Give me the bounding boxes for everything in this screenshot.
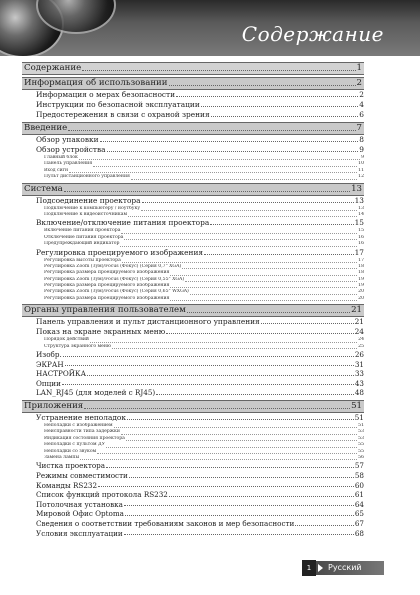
toc-entry-title: Порядок действий bbox=[44, 337, 89, 343]
toc-entry-title: Неполадки с пультом ДУ bbox=[44, 442, 106, 448]
toc-entry-title: НАСТРОЙКА bbox=[36, 369, 87, 379]
toc-page-number: 67 bbox=[354, 518, 364, 528]
toc-entry-title: Панель управления bbox=[44, 161, 93, 167]
toc-page-number: 10 bbox=[358, 161, 364, 167]
dot-leader bbox=[170, 274, 357, 276]
toc-entry-row[interactable] bbox=[22, 379, 364, 389]
toc-entry-title: Режимы совместимости bbox=[36, 470, 128, 480]
arrow-icon bbox=[318, 564, 323, 572]
toc-page-number: 64 bbox=[354, 499, 364, 509]
toc-entry-title: Отключение питания проектора bbox=[44, 234, 124, 240]
toc-page-number: 9 bbox=[359, 145, 364, 154]
toc-page-number: 2 bbox=[359, 90, 364, 99]
toc-page-number: 20 bbox=[358, 289, 364, 295]
dot-leader bbox=[190, 293, 357, 295]
toc-entry-title: ЭКРАН bbox=[36, 359, 64, 369]
toc-entry-title: Пульт дистанционного управления bbox=[44, 174, 130, 180]
toc-entry-title: Регулировка Zoom (Зум)/Focus (Фокус) (Серия 0,7" XGA) bbox=[44, 263, 182, 269]
toc-entry-title: Неполадки с изображением bbox=[44, 423, 113, 428]
toc-page-number: 7 bbox=[356, 123, 362, 133]
toc-entry-row[interactable] bbox=[22, 360, 364, 370]
dot-leader bbox=[68, 129, 355, 131]
toc-page-number: 21 bbox=[354, 317, 364, 327]
page-header bbox=[0, 0, 420, 56]
toc-chapter-row[interactable] bbox=[22, 183, 364, 196]
dot-leader bbox=[97, 452, 357, 454]
dot-leader bbox=[122, 261, 357, 263]
toc-entry-row[interactable] bbox=[22, 490, 364, 500]
dot-leader bbox=[112, 347, 357, 349]
toc-entry-row[interactable] bbox=[22, 90, 364, 100]
dot-leader bbox=[80, 458, 357, 460]
toc-page-number: 13 bbox=[354, 195, 364, 205]
toc-entry-title: LAN_RJ45 (для моделей с RJ45) bbox=[36, 388, 156, 398]
toc-entry-title: Вход сигн bbox=[44, 167, 69, 173]
dot-leader bbox=[126, 439, 357, 441]
toc-page-number: 53 bbox=[358, 435, 364, 441]
toc-entry-title: Подключение к компьютеру / ноутбуку bbox=[44, 205, 141, 211]
toc-page-number: 12 bbox=[358, 174, 364, 180]
toc-entry-row[interactable] bbox=[22, 317, 364, 327]
toc-entry-row[interactable] bbox=[22, 218, 364, 228]
toc-page-number: 51 bbox=[358, 423, 364, 428]
dot-leader bbox=[295, 524, 354, 526]
toc-page-number: 48 bbox=[354, 388, 364, 398]
toc-entry-title: Главный блок bbox=[44, 155, 78, 160]
toc-page-number: 14 bbox=[358, 211, 364, 217]
toc-entry-title: Обзор устройства bbox=[36, 145, 106, 154]
toc-entry-row[interactable] bbox=[22, 350, 364, 360]
dot-leader bbox=[185, 280, 357, 282]
toc-entry-title: Включение питания проектора bbox=[44, 228, 121, 234]
toc-page-number: 55 bbox=[358, 448, 364, 454]
toc-entry-title: Приложения bbox=[24, 401, 84, 411]
toc-chapter-row[interactable] bbox=[22, 400, 364, 413]
toc-page-number: 51 bbox=[351, 401, 362, 411]
toc-page-number: 19 bbox=[358, 283, 364, 289]
toc-entry-title: Замена лампы bbox=[44, 454, 80, 460]
toc-entry-title: Условия эксплуатации bbox=[36, 528, 123, 538]
toc-chapter-row[interactable] bbox=[22, 77, 364, 90]
dot-leader bbox=[124, 504, 354, 506]
toc-page-number: 20 bbox=[358, 295, 364, 301]
toc-entry-row[interactable] bbox=[22, 100, 364, 110]
dot-leader bbox=[120, 245, 357, 247]
toc-page-number: 15 bbox=[354, 218, 364, 228]
toc-page-number: 24 bbox=[358, 337, 364, 343]
toc-entry-row[interactable] bbox=[22, 145, 364, 155]
toc-page-number: 43 bbox=[354, 378, 364, 388]
toc-page-number: 6 bbox=[359, 110, 364, 119]
dot-leader bbox=[79, 158, 360, 160]
toc-entry-title: Чистка проектора bbox=[36, 461, 106, 471]
toc-page-number: 58 bbox=[354, 470, 364, 480]
toc-entry-row[interactable] bbox=[22, 471, 364, 481]
toc-page-number: 16 bbox=[358, 241, 364, 247]
toc-entry-row[interactable] bbox=[22, 529, 364, 539]
dot-leader bbox=[170, 299, 357, 301]
toc-page-number: 13 bbox=[351, 183, 362, 194]
toc-entry-row[interactable] bbox=[22, 327, 364, 337]
toc-entry-title: Подсоединение проектора bbox=[36, 195, 141, 205]
toc-entry-title: Потолочная установка bbox=[36, 499, 123, 509]
table-of-contents bbox=[22, 60, 364, 538]
toc-entry-title: Неполадки со звуком bbox=[44, 448, 97, 454]
toc-entry-row[interactable] bbox=[22, 248, 364, 258]
dot-leader bbox=[106, 466, 354, 468]
toc-entry-title: Список функций протокола RS232 bbox=[36, 490, 168, 500]
toc-page-number: 51 bbox=[354, 413, 364, 422]
dot-leader bbox=[131, 178, 357, 180]
toc-page-number: 31 bbox=[354, 359, 364, 369]
toc-entry-row[interactable] bbox=[22, 509, 364, 519]
dot-leader bbox=[98, 485, 354, 487]
dot-leader bbox=[121, 232, 357, 234]
toc-page-number: 24 bbox=[354, 327, 364, 337]
language-label: Русский bbox=[328, 563, 362, 572]
toc-page-number: 60 bbox=[354, 480, 364, 490]
toc-page-number: 8 bbox=[359, 135, 364, 144]
toc-entry-title: Система bbox=[24, 183, 63, 194]
dot-leader bbox=[204, 253, 354, 255]
dot-leader bbox=[141, 209, 357, 211]
toc-page-number: 21 bbox=[351, 305, 362, 316]
toc-page-number: 56 bbox=[358, 454, 364, 460]
toc-entry-title: Опции bbox=[36, 378, 61, 388]
toc-entry-title: Обзор упаковки bbox=[36, 135, 99, 144]
toc-page-number: 18 bbox=[358, 270, 364, 276]
toc-page-number: 15 bbox=[358, 228, 364, 234]
toc-entry-row[interactable] bbox=[22, 174, 364, 180]
dot-leader bbox=[169, 495, 354, 497]
toc-page-number: 17 bbox=[354, 247, 364, 257]
dot-leader bbox=[261, 322, 354, 324]
dot-leader bbox=[106, 446, 357, 448]
dot-leader bbox=[187, 311, 350, 313]
toc-entry-title: Команды RS232 bbox=[36, 480, 98, 490]
dot-leader bbox=[128, 215, 357, 217]
toc-entry-row[interactable] bbox=[22, 461, 364, 471]
toc-entry-row[interactable] bbox=[22, 135, 364, 145]
toc-entry-title: Содержание bbox=[24, 63, 82, 73]
toc-entry-title: Регулировка высоты проектора bbox=[44, 257, 121, 263]
toc-page-number: 13 bbox=[358, 205, 364, 211]
dot-leader bbox=[93, 165, 357, 167]
page-title: Содержание bbox=[241, 22, 384, 46]
dot-leader bbox=[129, 476, 354, 478]
toc-entry-title: Информация о мерах безопасности bbox=[36, 90, 176, 99]
toc-page-number: 25 bbox=[358, 343, 364, 349]
toc-entry-title: Показ на экране экранных меню bbox=[36, 327, 166, 337]
toc-page-number: 18 bbox=[358, 263, 364, 269]
toc-page-number: 26 bbox=[354, 350, 364, 360]
toc-entry-row[interactable] bbox=[22, 110, 364, 120]
dot-leader bbox=[156, 393, 354, 395]
toc-entry-title: Неисправности типа задержки bbox=[44, 429, 120, 435]
toc-entry-title: Регулировка проецируемого изображения bbox=[36, 247, 204, 257]
toc-entry-title: Регулировка размера проецируемого изображения bbox=[44, 295, 170, 301]
toc-entry-title: Панель управления и пульт дистанционного управления bbox=[36, 317, 260, 327]
dot-leader bbox=[125, 514, 354, 516]
toc-entry-title: Структура экранного меню bbox=[44, 343, 111, 349]
toc-entry-title: Сведения о соответствии требованиям законов и мер безопасности bbox=[36, 518, 295, 528]
dot-leader bbox=[63, 355, 354, 357]
toc-page-number: 57 bbox=[354, 461, 364, 471]
toc-entry-title: Введение bbox=[24, 123, 68, 133]
dot-leader bbox=[87, 374, 354, 376]
toc-page-number: 55 bbox=[358, 442, 364, 448]
dot-leader bbox=[65, 364, 354, 366]
toc-entry-title: Включение/отключение питания проектора bbox=[36, 218, 210, 228]
toc-entry-title: Инструкции по безопасной эксплуатации bbox=[36, 100, 200, 109]
toc-page-number: 68 bbox=[354, 528, 364, 538]
dot-leader bbox=[124, 238, 357, 240]
toc-page-number: 65 bbox=[354, 509, 364, 519]
toc-chapter-row[interactable] bbox=[22, 62, 364, 75]
page-number: 1 bbox=[302, 560, 316, 576]
dot-leader bbox=[169, 84, 356, 86]
toc-entry-title: Регулировка размера проецируемого изображения bbox=[44, 270, 170, 276]
toc-page-number: 4 bbox=[359, 100, 364, 109]
toc-page-number: 2 bbox=[356, 78, 362, 88]
dot-leader bbox=[201, 105, 359, 107]
toc-page-number: 9 bbox=[361, 155, 364, 160]
language-badge bbox=[304, 561, 384, 575]
toc-entry-row[interactable] bbox=[22, 481, 364, 491]
toc-page-number: 16 bbox=[358, 234, 364, 240]
dot-leader bbox=[100, 140, 359, 142]
dot-leader bbox=[64, 190, 350, 192]
dot-leader bbox=[182, 267, 357, 269]
toc-entry-title: Индикация состояния проектора bbox=[44, 435, 125, 441]
dot-leader bbox=[82, 69, 355, 71]
dot-leader bbox=[127, 418, 354, 420]
dot-leader bbox=[211, 115, 359, 117]
toc-entry-title: Регулировка Zoom (Зум)/Focus (Фокус) (Серия 0,55" XGA) bbox=[44, 276, 185, 282]
toc-entry-row[interactable] bbox=[22, 519, 364, 529]
dot-leader bbox=[90, 341, 357, 343]
dot-leader bbox=[114, 426, 358, 428]
toc-chapter-row[interactable] bbox=[22, 304, 364, 317]
dot-leader bbox=[69, 171, 357, 173]
toc-entry-title: Изобр. bbox=[36, 350, 62, 360]
toc-entry-row[interactable] bbox=[22, 296, 364, 302]
toc-entry-title: Мировой Офис Optoma bbox=[36, 509, 124, 519]
toc-chapter-row[interactable] bbox=[22, 122, 364, 135]
toc-entry-title: Предупреждающий индикатор bbox=[44, 241, 120, 247]
toc-entry-title: Устранение неполадок bbox=[36, 413, 126, 422]
toc-entry-row[interactable] bbox=[22, 369, 364, 379]
toc-entry-row[interactable] bbox=[22, 500, 364, 510]
toc-page-number: 33 bbox=[354, 369, 364, 379]
dot-leader bbox=[142, 201, 354, 203]
toc-entry-title: Подключение к видеоисточникам bbox=[44, 211, 128, 217]
dot-leader bbox=[210, 223, 353, 225]
dot-leader bbox=[84, 407, 350, 409]
toc-page-number: 11 bbox=[358, 167, 364, 173]
dot-leader bbox=[107, 150, 359, 152]
toc-page-number: 1 bbox=[356, 63, 362, 73]
dot-leader bbox=[62, 383, 354, 385]
toc-entry-title: Предостережения в связи с охраной зрения bbox=[36, 110, 210, 119]
toc-entry-title: Органы управления пользователем bbox=[24, 305, 186, 316]
dot-leader bbox=[176, 95, 358, 97]
toc-entry-title: Информация об использовании bbox=[24, 78, 168, 88]
toc-entry-title: Регулировка размера проецируемого изображения bbox=[44, 283, 170, 289]
toc-page-number: 61 bbox=[354, 490, 364, 500]
dot-leader bbox=[170, 286, 357, 288]
toc-entry-row[interactable] bbox=[22, 413, 364, 423]
toc-page-number: 53 bbox=[358, 429, 364, 435]
dot-leader bbox=[124, 533, 354, 535]
toc-entry-row[interactable] bbox=[22, 196, 364, 206]
toc-page-number: 17 bbox=[358, 257, 364, 263]
dot-leader bbox=[121, 433, 357, 435]
toc-entry-row[interactable] bbox=[22, 388, 364, 398]
toc-page-number: 19 bbox=[358, 276, 364, 282]
dot-leader bbox=[166, 332, 353, 334]
toc-entry-title: Регулировка Zoom (Зум)/Focus (Фокус) (Серия 0,65" WXGA) bbox=[44, 289, 189, 295]
